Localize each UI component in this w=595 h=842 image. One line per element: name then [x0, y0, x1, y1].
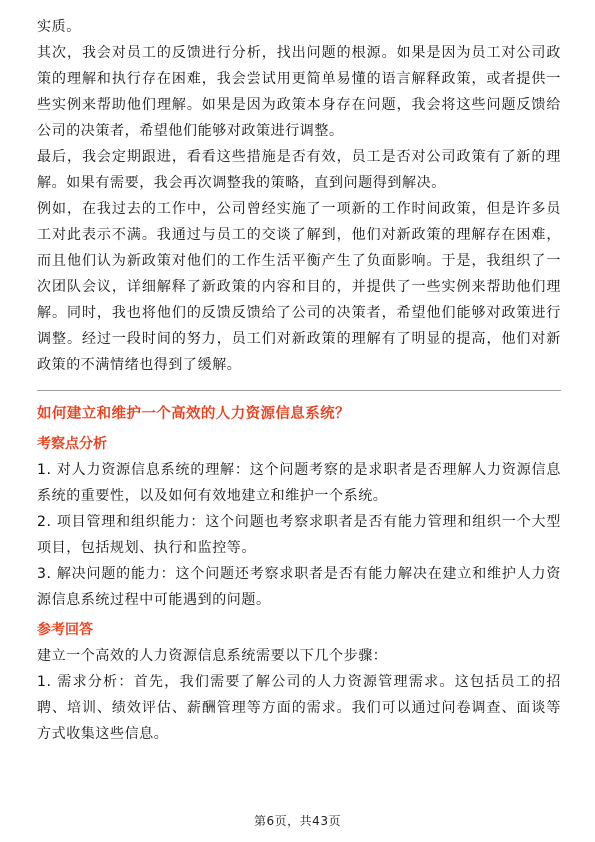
paragraph: 其次，我会对员工的反馈进行分析，找出问题的根源。如果是因为员工对公司政策的理解和执行存在困难，我会尝试用更简单易懂的语言解释政策，或者提供一些实例来帮助他们理解。如果是因为政策本身存在问题，我会将这些问题反馈给公司的决策者，希望他们能够对政策进行调整。 [37, 45, 561, 139]
section-divider [37, 390, 561, 391]
analysis-heading: 考察点分析 [37, 436, 107, 452]
page-footer: 第6页，共43页 [254, 814, 341, 828]
answer-item: 1. 需求分析：首先，我们需要了解公司的人力资源管理需求。这包括员工的招聘、培训、绩效评估、薪酬管理等方面的需求。我们可以通过问卷调查、面谈等方式收集这些信息。 [37, 674, 561, 742]
answer-heading: 参考回答 [37, 622, 93, 638]
analysis-item: 3. 解决问题的能力：这个问题还考察求职者是否有能力解决在建立和维护人力资源信息系统过程中可能遇到的问题。 [37, 566, 561, 608]
analysis-item: 2. 项目管理和组织能力：这个问题也考察求职者是否有能力管理和组织一个大型项目，包括规划、执行和监控等。 [37, 514, 561, 556]
paragraph: 实质。 [37, 19, 81, 35]
answer-intro: 建立一个高效的人力资源信息系统需要以下几个步骤： [37, 648, 388, 664]
paragraph: 最后，我会定期跟进，看看这些措施是否有效，员工是否对公司政策有了新的理解。如果有需要，我会再次调整我的策略，直到问题得到解决。 [37, 149, 561, 191]
question-heading: 如何建立和维护一个高效的人力资源信息系统？ [37, 406, 350, 422]
page-content [37, 14, 561, 747]
paragraph: 例如，在我过去的工作中，公司曾经实施了一项新的工作时间政策，但是许多员工对此表示不满。我通过与员工的交谈了解到，他们对新政策的理解存在困难，而且他们认为新政策对他们的工作生活平衡产生了负面影响。于是，我组织了一次团队会议，详细解释了新政策的内容和目的，并提供了一些实例来帮助他们理解。同时，我也将他们的反馈反馈给了公司的决策者，希望他们能够对政策进行调整。经过一段时间的努力，员工们对新政策的理解有了明显的提高，他们对新政策的不满情绪也得到了缓解。 [37, 201, 561, 373]
analysis-item: 1. 对人力资源信息系统的理解：这个问题考察的是求职者是否理解人力资源信息系统的重要性，以及如何有效地建立和维护一个系统。 [37, 462, 561, 504]
